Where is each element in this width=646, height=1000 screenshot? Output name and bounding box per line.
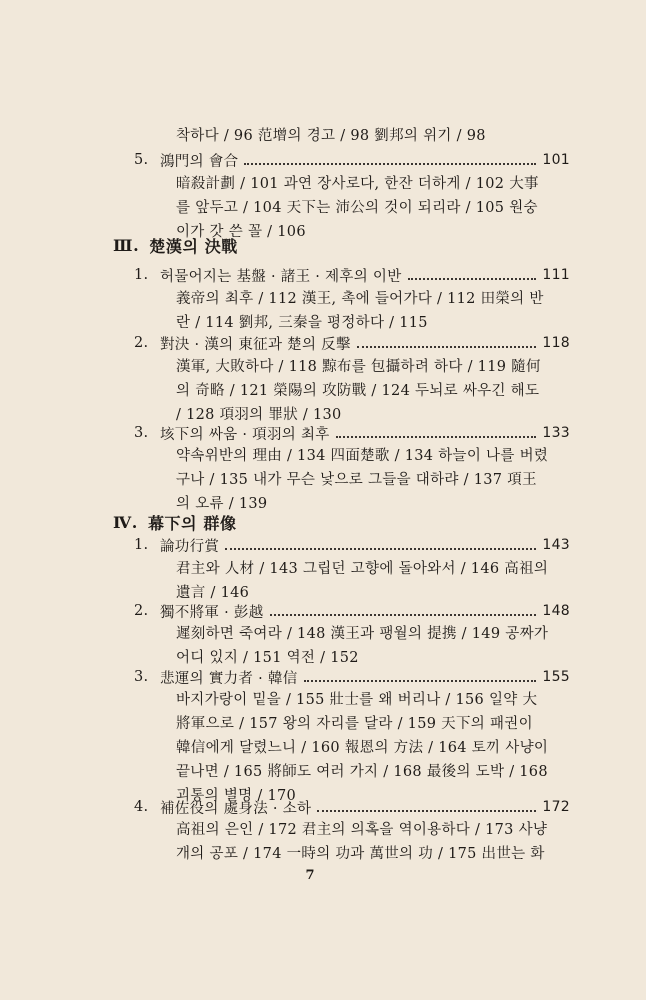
entry-number: 1. <box>134 537 149 553</box>
entry-title: 獨不將軍 · 彭越 <box>160 604 264 621</box>
entry-subtopics <box>176 355 570 427</box>
dot-leader <box>357 331 537 355</box>
subtopic-line: 개의 공포 / 174 一時의 功과 萬世의 功 / 175 出世는 화 <box>176 846 545 862</box>
dot-leader <box>270 599 537 623</box>
entry-subtopics <box>176 287 570 335</box>
subtopic-line: 괴통의 별명 / 170 <box>176 788 297 804</box>
dot-leader <box>304 665 537 689</box>
subtopic-line: 高祖의 은인 / 172 君主의 의혹을 역이용하다 / 173 사냥 <box>176 822 548 838</box>
subtopic-line: 약속위반의 理由 / 134 四面楚歌 / 134 하늘이 나를 버렸 <box>176 448 549 464</box>
entry-page-number: 143 <box>542 537 570 553</box>
part-title: 幕下의 群像 <box>147 513 237 533</box>
subtopic-line: 를 앞두고 / 104 天下는 沛公의 것이 되리라 / 105 원숭 <box>176 200 538 216</box>
entry-title: 悲運의 實力者 · 韓信 <box>160 670 298 687</box>
entry-page-number: 155 <box>542 669 570 685</box>
part-number: Ⅳ. <box>113 512 138 532</box>
part-number: Ⅲ. <box>113 235 140 255</box>
entry-number: 3. <box>134 425 149 441</box>
subtopic-line: 將軍으로 / 157 왕의 자리를 달라 / 159 天下의 패권이 <box>176 716 533 732</box>
subtopic-line: 義帝의 최후 / 112 漢王, 촉에 들어가다 / 112 田榮의 반 <box>176 291 544 307</box>
entry-subtopics <box>176 688 570 808</box>
entry-title: 垓下의 싸움 · 項羽의 최후 <box>160 426 330 443</box>
subtopic-line: 遲刻하면 죽여라 / 148 漢王과 팽월의 提携 / 149 공짜가 <box>176 626 549 642</box>
subtopic-line: 어디 있지 / 151 역전 / 152 <box>176 650 359 666</box>
subtopic-line: 이가 갓 쓴 꼴 / 106 <box>176 224 306 240</box>
subtopic-line: 遺言 / 146 <box>176 585 250 601</box>
entry-page-number: 101 <box>542 152 570 168</box>
entry-page-number: 172 <box>542 799 570 815</box>
page-folio: 7 <box>305 868 315 883</box>
entry-page-number: 133 <box>542 425 570 441</box>
subtopic-line: 漢軍, 大敗하다 / 118 黥布를 包攝하려 하다 / 119 隨何 <box>176 359 541 375</box>
entry-title: 허물어지는 基盤 · 諸王 · 제후의 이반 <box>160 268 402 285</box>
subtopic-line: 바지가랑이 밑을 / 155 壯士를 왜 버리나 / 156 일약 大 <box>176 692 538 708</box>
subtopic-line: 君主와 人材 / 143 그립던 고향에 돌아와서 / 146 高祖의 <box>176 561 549 577</box>
subtopic-line: 의 奇略 / 121 榮陽의 攻防戰 / 124 두뇌로 싸우긴 해도 <box>176 383 540 399</box>
entry-title: 對決 · 漢의 東征과 楚의 反擊 <box>160 336 351 353</box>
entry-number: 1. <box>134 267 149 283</box>
subtopic-line: 란 / 114 劉邦, 三秦을 평정하다 / 115 <box>176 315 428 331</box>
entry-subtopics <box>176 818 570 866</box>
entry-subtopics <box>176 622 570 670</box>
dot-leader <box>244 148 536 172</box>
entry-subtopics <box>176 557 570 605</box>
entry-page-number: 148 <box>542 603 570 619</box>
entry-number: 5. <box>134 152 149 168</box>
entry-number: 4. <box>134 799 149 815</box>
entry-number: 3. <box>134 669 149 685</box>
entry-number: 2. <box>134 603 149 619</box>
dot-leader <box>336 421 537 445</box>
subtopic-line: 暗殺計劃 / 101 과연 장사로다, 한잔 더하게 / 102 大事 <box>176 176 539 192</box>
dot-leader <box>408 263 537 287</box>
subtopic-line: 끝나면 / 165 將師도 여러 가지 / 168 最後의 도박 / 168 <box>176 764 548 780</box>
toc-entry-iv-1 <box>134 533 570 557</box>
subtopic-line: 구나 / 135 내가 무슨 낯으로 그들을 대하랴 / 137 項王 <box>176 472 537 488</box>
toc-entry-iv-4 <box>134 795 570 819</box>
toc-entry-iii-2 <box>134 331 570 355</box>
subtopic-line: / 128 項羽의 罪狀 / 130 <box>176 407 342 423</box>
subtopic-line: 의 오류 / 139 <box>176 496 268 512</box>
subtopic-line: 韓信에게 달렸느니 / 160 報恩의 方法 / 164 토끼 사냥이 <box>176 740 549 756</box>
toc-entry-iv-2 <box>134 599 570 623</box>
part-heading-iii <box>113 231 238 259</box>
continuation-line: 착하다 / 96 范增의 경고 / 98 劉邦의 위기 / 98 <box>176 128 486 144</box>
entry-title: 鴻門의 會合 <box>160 153 239 170</box>
entry-page-number: 111 <box>542 267 570 283</box>
toc-entry-iii-3 <box>134 421 570 445</box>
dot-leader <box>225 533 536 557</box>
continuation-text <box>176 124 570 148</box>
dot-leader <box>317 795 536 819</box>
entry-subtopics <box>176 444 570 516</box>
entry-title: 論功行賞 <box>160 538 220 555</box>
toc-entry-iii-1 <box>134 263 570 287</box>
entry-page-number: 118 <box>542 335 570 351</box>
part-title: 楚漢의 決戰 <box>149 236 238 256</box>
part-heading-iv <box>113 508 237 536</box>
toc-entry-5-hongmun <box>134 148 570 172</box>
entry-title: 補佐役의 處身法 · 소하 <box>160 800 312 817</box>
toc-entry-iv-3 <box>134 665 570 689</box>
entry-number: 2. <box>134 335 149 351</box>
